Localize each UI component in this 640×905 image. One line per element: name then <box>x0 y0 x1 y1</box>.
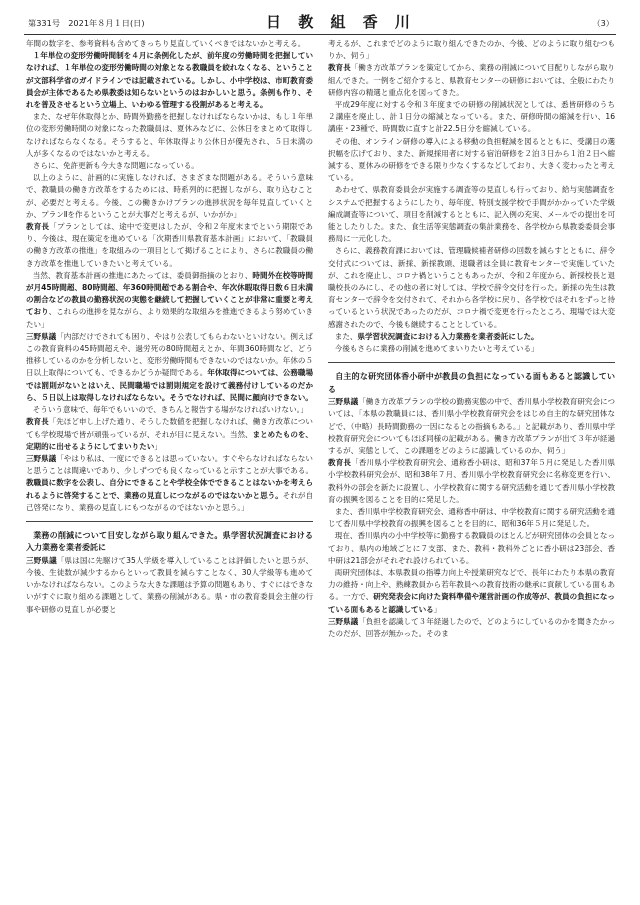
speech: 三野県議「県は国に先駆けて35人学級を導入していることは評価したいと思うが、今後、生徒数が減少するからといって教員を減らすことなく、30人学級等も進めていかなければならない。このような大きな課題は予算の問題もあり、すぐにはできないがすぐに取り組める課題として、業務の削減がある。県・市の教育委員会主催の行事や研修の見直しが必要と <box>26 555 313 614</box>
section-heading: 業務の削減について目安しながら取り組んできた。県学習状況調査における入力業務を業者委託に <box>26 530 313 553</box>
paragraph: 平成29年度に対する令和３年度までの研修の削減状況としては、悉皆研修のうち２講座を廃止し、計１日分の縮減となっている。また、研修時間の縮減を行い、16講座・23種で、時間数に直すと計22.5日分を縮減している。 <box>328 100 615 134</box>
section-divider <box>328 362 615 363</box>
speaker-label: 教育長 <box>26 417 49 427</box>
speech: 三野県議「やはり私は、一度にできるとは思っていない。すぐやらなければならないと思うことは間違いであり、少しずつでも良くなっていると示すことが大事である。教職員に数字を公表し、自分にできることや学校全体でできることはないかを考えられるように啓発することで、業務の見直しにつながるのではないかと思う。それが自己啓発になり、業務の見直しにもつながるのではないかと思う。」 <box>26 453 313 512</box>
paragraph: 以上のように、計画的に実施しなければ、さまざまな問題がある。そういう意味で、教職員の働き方改革をするためには、時系列的に把握しながら、取り込むことが、必要だと考える。今後、この働きかけプランの進捗状況を毎年見直していくとか、プランⅡを作るということが大事だと考えるが、いかがか」 <box>26 173 313 219</box>
speaker-label: 教育長 <box>328 63 351 73</box>
paragraph: 当然、教育基本計画の推進にあたっては、委員御指摘のとおり、時間外在校等時間が月45時間超、80時間超、年360時間超である割合や、年次休暇取得日数６日未満の割合などの教員の勤務状況の実態を継続して把握していくことが非常に重要と考えており、これらの進捗を見ながら、より効果的な取組みを推進できるよう努めていきたい」 <box>26 270 313 329</box>
paragraph: さらに、免許更新も今大きな問題になっている。 <box>32 161 199 171</box>
speech: 教育長「働き方改革プランを策定してから、業務の削減について目配りしながら取り組んできた。一例をご紹介すると、県教育センターの研修においては、全般にわたり研修内容の精選と重点化を図ってきた。 <box>328 63 615 97</box>
speaker-label: 教育長 <box>26 222 50 232</box>
speech: 教育長「プランとしては、途中で変更はしたが、令和２年度末までという期限であり、今後は、現在策定を進めている「次期香川県教育基本計画」において、「教職員の働き方改革の推進」を取組みの一項目として掲げることにより、さらに教職員の働き方改革を推進していきたいと考えている。 <box>26 222 313 268</box>
page-number: （3） <box>592 18 614 28</box>
right-column <box>328 38 615 896</box>
section-divider <box>26 521 313 522</box>
paragraph: 年間の数字を、参考資料も含めてきっちり見直していくべきではないかと考える。 <box>26 39 306 48</box>
speaker-label: 三野県議 <box>26 555 57 565</box>
speech: 教育長「先ほど申し上げた通り、そうした数値を把握しなければ、働き方改革についても学校現場で皆が頑張っているが、それが目に見えない。当然、まとめたものを、定期的に出せるようにしてまいりたい」 <box>26 417 313 451</box>
section-heading: 自主的な研究団体香小研中が教員の負担になっている面もあると認識している <box>328 372 615 394</box>
page-header <box>24 8 616 35</box>
left-column <box>26 38 313 896</box>
paragraph: さらに、義務教育課においては、管理職候補者研修の回数を減らすとともに、辞令交付式については、新採、新採教頭、退職者は全員に教育センターで実施していたが、これを廃止し、コロナ禍ということもあったが、令和２年度から、新採校長と退職校長のみにし、その他の者に対しては、学校で辞令交付を行った。新採の先生は教育センターで辞令を交付されて、それから各学校に戻り、各学校ではそれをずっと待っているという状況であったのだが、コロナ禍で変更を行ったところ、現場では大変感謝されたので、今後も継続することとしている。 <box>328 246 615 329</box>
speech: 三野県議「内部だけでされても困り、やはり公表してもらわないといけない。例えばこの教育資料の45時間超えや、過労死の80時間超えとか、年間360時間など、どう推移しているのかを分析しないと、変形労働時間もできないのではないか。年休の５日以上取得についても、できるかどうか疑問である。年休取得については、公務職場では罰則がないとはいえ、民間職場では罰則規定を設けて義務付けしているのだから、５日以上は取得しなければならない。そうでなければ、民間に顔向けできない。 <box>26 331 313 402</box>
paragraph: その他、オンライン研修の導入による移動の負担軽減を図るとともに、受講日の選択幅を広げており、また、新規採用者に対する宿泊研修を２泊３日から１泊２日へ縮減する、夏休みの研修をできる限り少なくするなどしており、大きく変わったと考えている。 <box>328 136 615 183</box>
issue-date: 第331号 2021年８月１日(日) <box>28 18 145 28</box>
speaker-label: 三野県議 <box>26 331 57 341</box>
paragraph: 考えるが、これまでどのように取り組んできたのか、今後、どのように取り組むつもりか、伺う」 <box>328 39 615 61</box>
paragraph: また、県学習状況調査における入力業務を業者委託にした。 <box>334 331 539 341</box>
newspaper-title: 日 教 組 香 川 <box>266 13 416 31</box>
paragraph: 今後もさらに業務の削減を進めてまいりたいと考えている」 <box>334 344 539 354</box>
paragraph: そういう意味で、毎年でもいいので、きちんと報告する場がなければいけない。」 <box>32 405 308 415</box>
speaker-label: 三野県議 <box>328 616 359 626</box>
paragraph: また、香川県中学校教育研究会、通称香中研は、中学校教育に関する研究活動を通じて香川県中学校教育の振興を図ることを目的に、昭和36年５月に発足した。 <box>328 506 615 529</box>
paragraph: あわせて、県教育委員会が実施する調査等の見直しも行っており、給与実態調査をシステムで把握するようにしたり、毎年度、特別支援学校で手間がかかっていた学級編成調査等について、項目を削減するとともに、記入例の充実、メールでの提出を可能としたりした。また、食生活等実態調査の集計業務を、各学校から県教委委員会事務局に一元化した。 <box>328 185 615 244</box>
speech: 三野県議「働き方改革プランの学校の勤務実態の中で、香川県小学校教育研究会については、「本県の教職員には、香川県小学校教育研究会をはじめ自主的な研究団体などで、（中略）長時間勤務の一因になるとの指摘もある。」と記載があり、香川県中学校教育研究会についてもほぼ同様の記載がある。働き方改革プランが出て３年が経過するが、実態として、この課題をどのように認識しているのか、伺う」 <box>328 397 615 455</box>
speaker-label: 三野県議 <box>328 397 359 407</box>
paragraph: 両研究団体は、本県教員の指導力向上や授業研究などで、長年にわたり本県の教育力の維持・向上や、熟練教員から若年教員への教育技術の継承に貢献している面もある。一方で、研究発表会に向けた資料準備や運営計画の作成等が、教員の負担になっている面もあると認識している」 <box>328 567 615 614</box>
speaker-label: 教育長 <box>328 458 352 468</box>
speech: 三野県議「負担を認識して３年経過したので、どのようにしているのかを聞きたかったのだが、回答が無かった。そのま <box>328 616 615 638</box>
paragraph: 現在、香川県内の小中学校等に勤務する教職員のほとんどが研究団体の会員となっており、県内の地域ごとに７支部、また、教科・教科外ごとに香小研は23部会、香中研は21部会がそれぞれ設けられている。 <box>328 531 615 565</box>
paragraph-highlight: １年単位の変形労働時間制を４月に条例化したが、前年度の労働時間を把握していなければ、１年単位の変形労働時間の対象となる教職員を絞れなくなる、ということが文部科学省のガイドラインでは記載されている。しかし、小中学校は、市町教育委員会が主体であるため県教委は知らないというのはおかしいと思う。条例も作り、それを普及させるという立場上、いわゆる管理する役割があると考える。 <box>26 51 313 110</box>
speech: 教育長「香川県小学校教育研究会、通称香小研は、昭和37年５月に発足した香川県小学校教科研究会が、昭和38年７月、香川県小学校教育研究会に名称変更を行い、教科外の部会を新たに設置し、小学校教育に関する研究活動を通じて香川県小学校教育の振興を図ることを目的に発足した。 <box>328 458 615 504</box>
paragraph: また、なぜ年休取得とか、時間外勤務を把握しなければならないかは、もし１年単位の変形労働時間の対象になった教職員は、夏休みなどに、公休日をまとめて取得しなければならなくなる。そうすると、年休取得より公休日が優先され、５日未満の人が多くなるのではないかと考える。 <box>26 112 313 158</box>
speaker-label: 三野県議 <box>26 453 57 463</box>
